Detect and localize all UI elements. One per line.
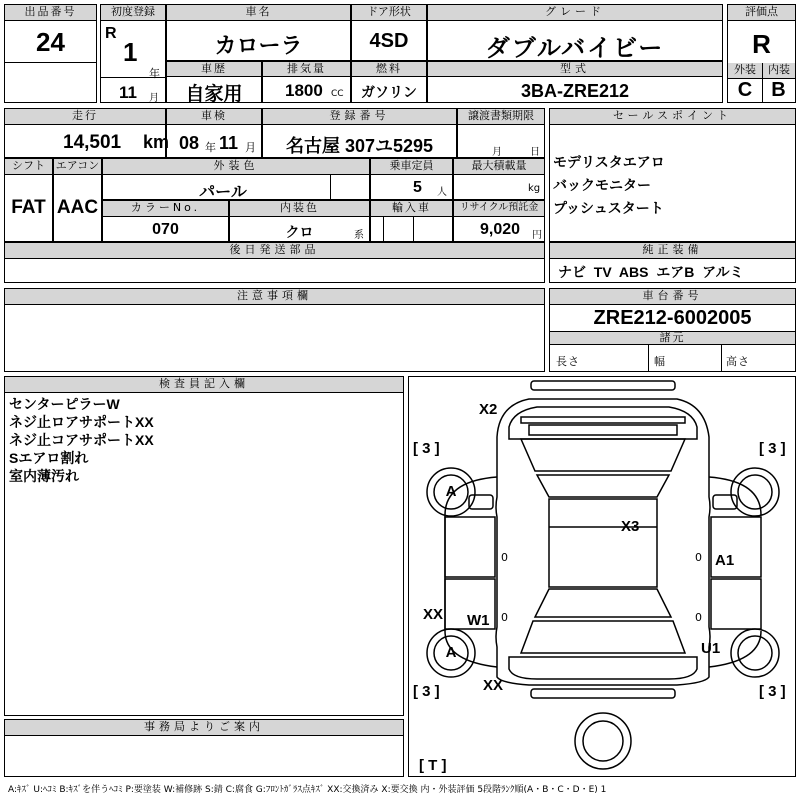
first-reg-era: R (105, 25, 117, 42)
caution-header: 注意事項欄 (5, 289, 544, 305)
shift-value: FAT (11, 197, 46, 218)
legend: A:ｷｽﾞ U:ﾍｺﾐ B:ｷｽﾞを伴うﾍｺﾐ P:要塗装 W:補修跡 S:錆 C:腐食 G:ﾌﾛﾝﾄｶﾞﾗｽ点ｷｽﾞ XX:交換済み X:要交換 内・外装評価 5段階ﾗﾝｸ順(A・B・C・D・E) 1 (8, 785, 607, 795)
capacity-value: 5 (413, 179, 422, 196)
mark-zero-1: 0 (501, 551, 508, 564)
trunk (521, 621, 685, 653)
history-header: 車歴 (167, 62, 261, 77)
sales-point-2: バックモニター (553, 177, 651, 193)
transfer-doc-cell (457, 108, 545, 158)
aircon-header: エアコン (54, 159, 101, 175)
model-header: 型式 (428, 62, 722, 77)
spec-length-label: 長さ (556, 355, 580, 368)
capacity-header: 乗車定員 (371, 159, 452, 175)
import-header: 輸入車 (371, 201, 452, 217)
aircon-value: AAC (56, 197, 99, 218)
mark-xx-bottom: XX (483, 677, 504, 694)
registration-cell (262, 108, 457, 158)
mark-x2: X2 (479, 401, 498, 418)
shift-header: シフト (5, 159, 52, 175)
ext-color-value: パール (199, 184, 247, 201)
car-name-value: カローラ (214, 33, 303, 58)
later-parts-header: 後日発送部品 (5, 243, 544, 259)
capacity-unit: 人 (437, 187, 447, 198)
max-load-unit: kg (528, 183, 541, 194)
genuine-value: ナビ TV ABS エアB アルミ (558, 264, 744, 280)
grade-cell (427, 4, 723, 61)
mileage-cell (4, 108, 170, 158)
tread-spare: [ T ] (419, 757, 447, 774)
mark-tire-rl: A (445, 644, 457, 661)
mileage-value: 14,501 (63, 132, 122, 153)
lot-no-value: 24 (36, 27, 65, 57)
history-value: 自家用 (185, 84, 243, 105)
inspection-month: 11 (219, 133, 239, 153)
mark-zero-4: 0 (695, 611, 702, 624)
inspector-note-3: ネジ止コアサポートXX (9, 432, 154, 448)
first-reg-header: 初度登録 (101, 5, 165, 21)
score-cell (727, 4, 796, 103)
mark-zero-2: 0 (695, 551, 702, 564)
car-name-cell (166, 4, 351, 61)
transfer-day-unit: 日 (530, 147, 540, 158)
ext-color-header: 外装色 (103, 159, 369, 175)
mark-x3: X3 (621, 518, 640, 535)
mark-u1: U1 (701, 640, 721, 657)
inspection-cell (166, 108, 262, 158)
exterior-value: C (737, 79, 753, 101)
shift-cell (4, 158, 53, 242)
tread-front-left: [ 3 ] (413, 440, 440, 457)
capacity-cell (370, 158, 453, 200)
registration-value: 名古屋 307ユ5295 (285, 136, 434, 156)
first-reg-month: 11 (119, 83, 137, 102)
chassis-cell (549, 288, 796, 372)
sales-point-header: セールスポイント (550, 109, 795, 125)
fuel-header: 燃料 (352, 62, 426, 77)
score-value: R (752, 29, 771, 59)
windshield (537, 475, 669, 497)
score-header: 評価点 (728, 5, 795, 21)
office-cell (4, 719, 404, 777)
spare-tire-inner (583, 721, 623, 761)
door-header: ドア形状 (352, 5, 426, 21)
mark-zero-3: 0 (501, 611, 508, 624)
genuine-cell (549, 242, 796, 283)
caution-cell (4, 288, 545, 372)
mark-tire-fl: A (445, 483, 457, 500)
spec-width-label: 幅 (654, 355, 666, 368)
first-reg-year: 1 (123, 37, 138, 67)
car-name-header: 車名 (167, 5, 350, 21)
roof (549, 499, 657, 587)
displacement-cell (262, 61, 351, 103)
front-bumper-strip (531, 381, 675, 390)
mark-a1: A1 (715, 552, 735, 569)
door-front-left (445, 517, 495, 577)
history-cell (166, 61, 262, 103)
displacement-header: 排気量 (263, 62, 350, 77)
int-color-cell (229, 200, 370, 242)
inspector-cell (4, 376, 404, 716)
displacement-value: 1800 (285, 81, 323, 100)
door-rear-right (711, 579, 761, 629)
tread-front-right: [ 3 ] (759, 440, 786, 457)
door-cell (351, 4, 427, 61)
transfer-month-unit: 月 (492, 147, 502, 158)
spec-height-label: 高さ (726, 355, 750, 368)
inspector-header: 検査員記入欄 (5, 377, 403, 393)
fuel-value: ガソリン (361, 84, 417, 100)
inspector-note-4: Sエアロ割れ (9, 450, 89, 466)
chassis-header: 車台番号 (550, 289, 795, 305)
ext-color-cell (102, 158, 370, 200)
color-no-cell (102, 200, 229, 242)
specs-header: 諸元 (550, 331, 795, 345)
tire-rear-right-inner (738, 636, 772, 670)
lot-no-header: 出品番号 (5, 5, 96, 21)
inspection-month-unit: 月 (245, 141, 256, 154)
sales-point-cell (549, 108, 796, 242)
sales-point-3: プッシュスタート (553, 200, 664, 216)
exterior-header: 外装 (728, 63, 762, 79)
grade-header: グレード (428, 5, 722, 21)
inspector-note-1: センターピラーW (9, 396, 120, 412)
int-color-unit: 系 (354, 230, 364, 241)
import-cell (370, 200, 453, 242)
transfer-doc-header: 譲渡書類期限 (458, 109, 544, 125)
fuel-cell (351, 61, 427, 103)
interior-value: B (771, 79, 786, 101)
car-diagram-panel (408, 376, 796, 777)
rear-window (535, 589, 671, 617)
color-no-header: カラーNo. (103, 201, 228, 217)
inspector-note-2: ネジ止ロアサポートXX (9, 414, 154, 430)
registration-header: 登録番号 (263, 109, 456, 125)
office-header: 事務局よりご案内 (5, 720, 403, 736)
inspection-year: 08 (179, 133, 200, 153)
car-diagram (409, 377, 795, 776)
inspection-header: 車検 (167, 109, 261, 125)
recycle-unit: 円 (532, 230, 542, 241)
recycle-cell (453, 200, 545, 242)
mileage-unit: km (143, 132, 170, 152)
grille (529, 425, 677, 435)
first-reg-year-unit: 年 (149, 67, 160, 80)
first-reg-cell (100, 4, 166, 103)
inspector-note-5: 室内薄汚れ (9, 468, 79, 484)
rear-bumper (509, 657, 697, 679)
tire-front-right-inner (738, 475, 772, 509)
int-color-header: 内装色 (230, 201, 369, 217)
lot-no-cell (4, 4, 97, 103)
aircon-cell (53, 158, 102, 242)
max-load-header: 最大積載量 (454, 159, 544, 175)
tread-rear-right: [ 3 ] (759, 683, 786, 700)
body-outline (496, 399, 710, 685)
chassis-value: ZRE212-6002005 (593, 307, 752, 329)
headlight-bar (521, 417, 685, 423)
sales-point-1: モデリスタエアロ (553, 154, 665, 170)
inspection-year-unit: 年 (205, 141, 216, 154)
tread-rear-left: [ 3 ] (413, 683, 440, 700)
recycle-header: リサイクル預託金 (454, 201, 544, 217)
mileage-header: 走行 (5, 109, 165, 125)
int-color-value: クロ (285, 224, 314, 240)
genuine-header: 純正装備 (550, 243, 795, 259)
mark-xx-left: XX (423, 606, 444, 623)
model-value: 3BA-ZRE212 (520, 81, 630, 101)
grade-value: ダブルバイビー (485, 35, 665, 62)
color-no-value: 070 (152, 221, 179, 238)
model-cell (427, 61, 723, 103)
hood (521, 439, 685, 471)
displacement-unit: CC (331, 89, 344, 99)
rear-bumper-strip (531, 689, 675, 698)
later-parts-cell (4, 242, 545, 283)
first-reg-month-unit: 月 (149, 93, 159, 104)
max-load-cell (453, 158, 545, 200)
mark-w1: W1 (467, 612, 490, 629)
interior-header: 内装 (762, 63, 795, 79)
door-value: 4SD (369, 30, 409, 52)
recycle-value: 9,020 (480, 221, 521, 238)
